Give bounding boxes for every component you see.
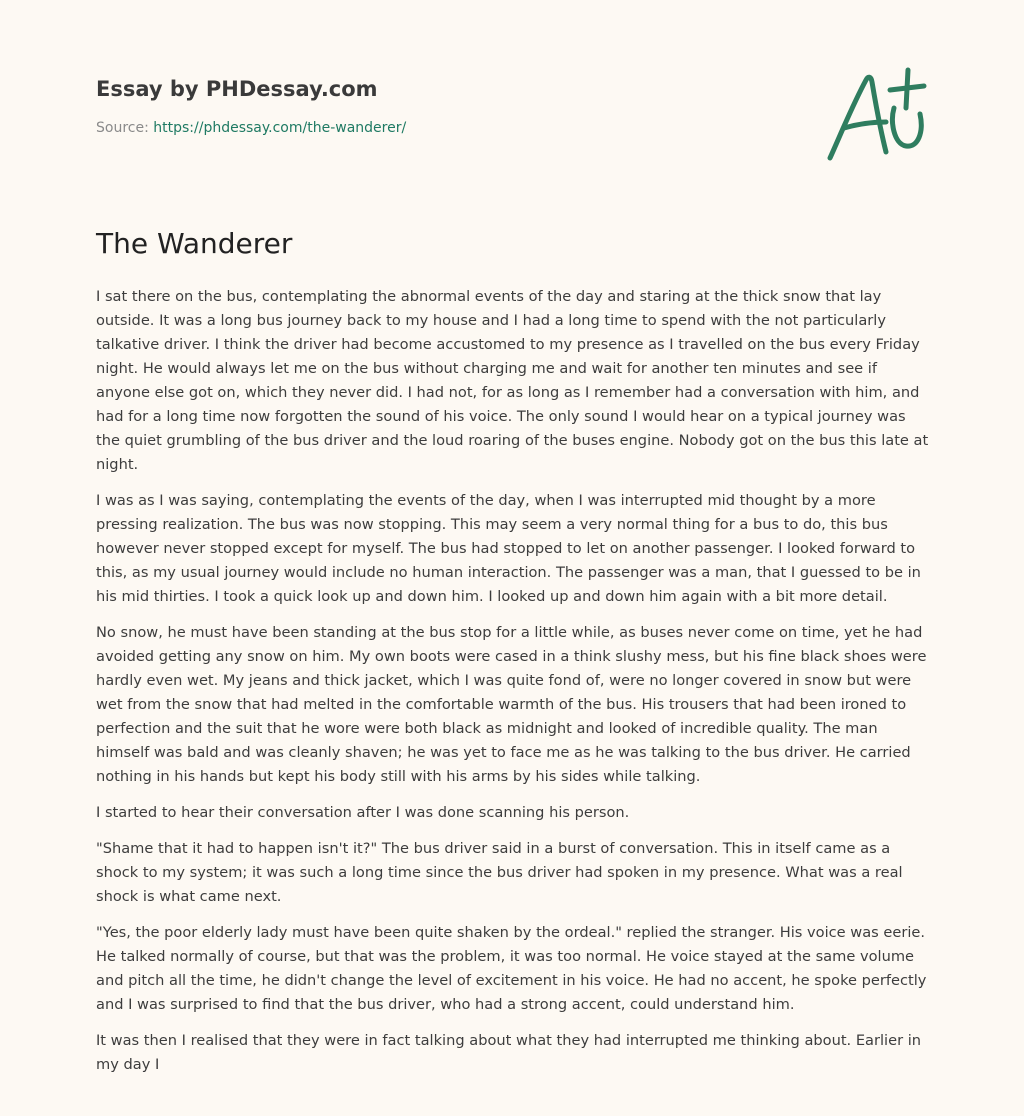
essay-paragraph: I sat there on the bus, contemplating the abnormal events of the day and staring at the thick snow that lay outside. It was a long bus journey back to my house and I had a long time to spend with the not particularly talkative driver. I think the driver had become accustomed to my presence as I travelled on the bus every Friday night. He would always let me on the bus without charging me and wait for another ten minutes and see if anyone else got on, which they never did. I had not, for as long as I remember had a conversation with him, and had for a long time now forgotten the sound of his voice. The only sound I would hear on a typical journey was the quiet grumbling of the bus driver and the loud roaring of the buses engine. Nobody got on the bus this late at night. bbox=[96, 288, 929, 473]
essay-body bbox=[96, 285, 930, 1089]
source-link[interactable]: https://phdessay.com/the-wanderer/ bbox=[153, 120, 407, 136]
essay-paragraph: No snow, he must have been standing at the bus stop for a little while, as buses never come on time, yet he had avoided getting any snow on him. My own boots were cased in a think slushy mess, but his fine black shoes were hardly even wet. My jeans and thick jacket, which I was quite fond of, were no longer covered in snow but were wet from the snow that had melted in the comfortable warmth of the bus. His trousers that had been ironed to perfection and the suit that he wore were both black as midnight and looked of incredible quality. The man himself was bald and was cleanly shaven; he was yet to face me as he was talking to the bus driver. He carried nothing in his hands but kept his body still with his arms by his sides while talking. bbox=[96, 624, 927, 785]
source-line bbox=[96, 118, 928, 138]
page-header bbox=[96, 74, 928, 138]
essay-paragraph: "Yes, the poor elderly lady must have been quite shaken by the ordeal." replied the stranger. His voice was eerie. He talked normally of course, but that was the problem, it was too normal. He voice stayed at the same volume and pitch all the time, he didn't change the level of excitement in his voice. He had no accent, he spoke perfectly and I was surprised to find that the bus driver, who had a strong accent, could understand him. bbox=[96, 924, 927, 1013]
source-label: Source: bbox=[96, 120, 149, 136]
essay-paragraph: I was as I was saying, contemplating the events of the day, when I was interrupted mid thought by a more pressing realization. The bus was now stopping. This may seem a very normal thing for a bus to do, this bus however never stopped except for myself. The bus had stopped to let on another passenger. I looked forward to this, as my usual journey would include no human interaction. The passenger was a man, that I guessed to be in his mid thirties. I took a quick look up and down him. I looked up and down him again with a bit more detail. bbox=[96, 492, 921, 605]
essay-title: The Wanderer bbox=[96, 227, 293, 260]
essay-paragraph: "Shame that it had to happen isn't it?" The bus driver said in a burst of conversation. This in itself came as a shock to my system; it was such a long time since the bus driver had spoken in my presence. What was a real shock is what came next. bbox=[96, 840, 903, 905]
a-plus-logo-icon bbox=[820, 66, 930, 166]
site-title: Essay by PHDessay.com bbox=[96, 77, 378, 101]
essay-paragraph: It was then I realised that they were in fact talking about what they had interrupted me thinking about. Earlier in my day I bbox=[96, 1032, 922, 1073]
essay-paragraph: I started to hear their conversation after I was done scanning his person. bbox=[96, 804, 630, 821]
